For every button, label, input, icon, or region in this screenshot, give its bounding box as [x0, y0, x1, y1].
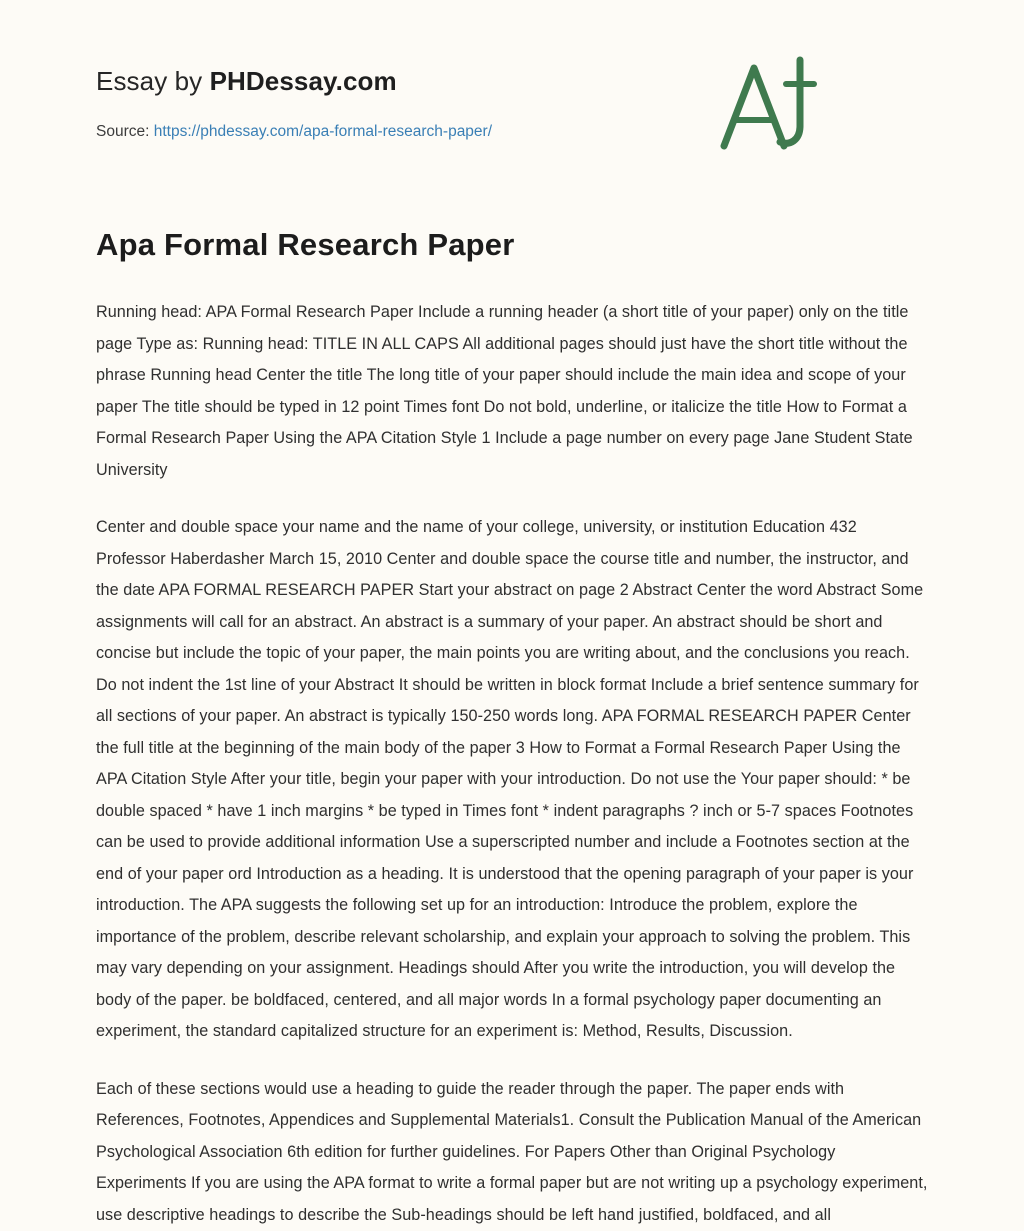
essay-by-label: Essay by — [96, 66, 210, 96]
phdessay-logo-icon — [714, 54, 824, 154]
article-body — [96, 297, 928, 1231]
article-paragraph: Running head: APA Formal Research Paper Include a running header (a short title of your paper) only on the title page Type as: Running head: TITLE IN ALL CAPS All additional pages should just have the short title without the phrase Running head Center the title The long title of your paper should include the main idea and scope of your paper The title should be typed in 12 point Times font Do not bold, underline, or italicize the title How to Format a Formal Research Paper Using the APA Citation Style 1 Include a page number on every page Jane Student State University — [96, 297, 928, 486]
document-header — [96, 0, 928, 141]
source-url-link[interactable]: https://phdessay.com/apa-formal-research-paper/ — [154, 123, 492, 140]
article-paragraph: Center and double space your name and the name of your college, university, or institution Education 432 Professor Haberdasher March 15, 2010 Center and double space the course title and number, the instructor, and the date APA FORMAL RESEARCH PAPER Start your abstract on page 2 Abstract Center the word Abstract Some assignments will call for an abstract. An abstract is a summary of your paper. An abstract should be short and concise but include the topic of your paper, the main points you are writing about, and the conclusions you reach. Do not indent the 1st line of your Abstract It should be written in block format Include a brief sentence summary for all sections of your paper. An abstract is typically 150-250 words long. APA FORMAL RESEARCH PAPER Center the full title at the beginning of the main body of the paper 3 How to Format a Formal Research Paper Using the APA Citation Style After your title, begin your paper with your introduction. Do not use the Your paper should: * be double spaced * have 1 inch margins * be typed in Times font * indent paragraphs ? inch or 5-7 spaces Footnotes can be used to provide additional information Use a superscripted number and include a Footnotes section at the end of your paper ord Introduction as a heading. It is understood that the opening paragraph of your paper is your introduction. The APA suggests the following set up for an introduction: Introduce the problem, explore the importance of the problem, describe relevant scholarship, and explain your approach to solving the problem. This may vary depending on your assignment. Headings should After you write the introduction, you will develop the body of the paper. be boldfaced, centered, and all major words In a formal psychology paper documenting an experiment, the standard capitalized structure for an experiment is: Method, Results, Discussion. — [96, 512, 928, 1048]
article-paragraph: Each of these sections would use a heading to guide the reader through the paper. The paper ends with References, Footnotes, Appendices and Supplemental Materials1. Consult the Publication Manual of the American Psychological Association 6th edition for further guidelines. For Papers Other than Original Psychology Experiments If you are using the APA format to write a formal paper but are not writing up a psychology experiment, use descriptive headings to describe the Sub-headings should be left hand justified, boldfaced, and all — [96, 1074, 928, 1231]
brand-name: PHDessay.com — [210, 66, 397, 96]
page-title: Apa Formal Research Paper — [96, 227, 928, 263]
source-label: Source: — [96, 123, 154, 140]
